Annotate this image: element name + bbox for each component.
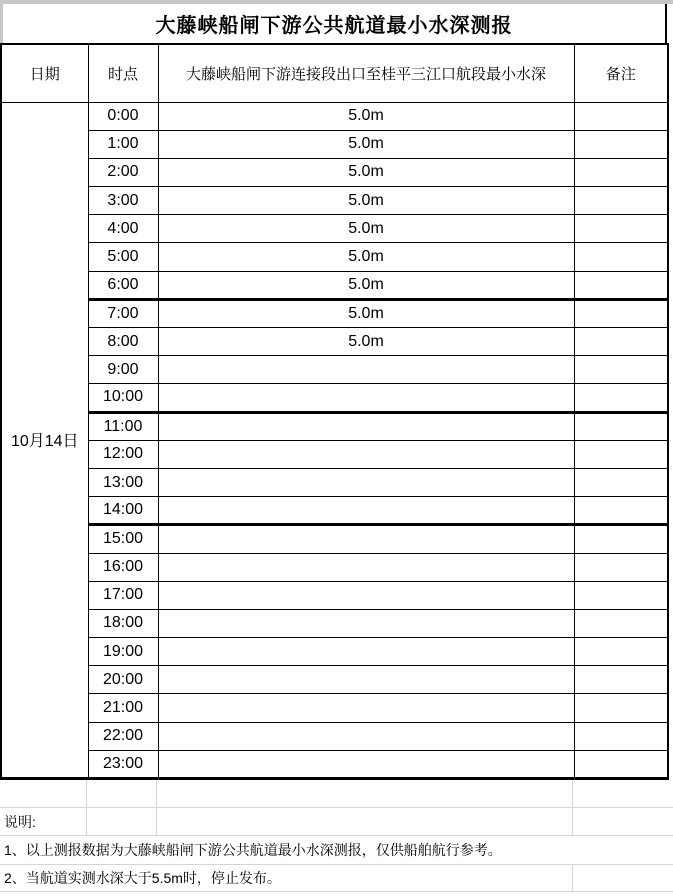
table-row — [1, 609, 668, 637]
empty-cell — [573, 808, 673, 835]
table-row — [1, 130, 668, 158]
empty-cell — [573, 780, 673, 807]
header-row — [1, 44, 668, 102]
table-body — [1, 102, 668, 779]
table-row — [1, 553, 668, 581]
depth-cell — [158, 581, 574, 609]
table-row — [1, 694, 668, 722]
empty-cell — [157, 780, 573, 807]
remark-cell — [574, 581, 668, 609]
time-cell: 6:00 — [88, 271, 158, 299]
report-title: 大藤峡船闸下游公共航道最小水深测报 — [0, 4, 667, 43]
depth-cell — [158, 356, 574, 384]
depth-cell — [158, 750, 574, 778]
empty-cell — [87, 780, 157, 807]
table-row — [1, 525, 668, 553]
time-cell: 5:00 — [88, 243, 158, 271]
depth-report-table — [0, 43, 669, 780]
table-row — [1, 666, 668, 694]
table-row — [1, 243, 668, 271]
time-cell: 9:00 — [88, 356, 158, 384]
empty-cell — [573, 865, 673, 891]
remark-cell — [574, 102, 668, 130]
table-row — [1, 271, 668, 299]
time-cell: 1:00 — [88, 130, 158, 158]
depth-cell: 5.0m — [158, 102, 574, 130]
time-cell: 0:00 — [88, 102, 158, 130]
time-cell: 20:00 — [88, 666, 158, 694]
depth-cell — [158, 638, 574, 666]
time-cell: 12:00 — [88, 440, 158, 468]
table-row — [1, 412, 668, 440]
remark-cell — [574, 271, 668, 299]
note-item-2: 2、当航道实测水深大于5.5m时，停止发布。 — [4, 870, 281, 886]
empty-cell — [87, 808, 157, 835]
depth-cell: 5.0m — [158, 243, 574, 271]
depth-cell: 5.0m — [158, 187, 574, 215]
depth-cell — [158, 609, 574, 637]
remark-cell — [574, 468, 668, 496]
notes-label-cell — [0, 808, 87, 835]
table-row — [1, 102, 668, 130]
time-cell: 10:00 — [88, 384, 158, 412]
time-cell: 7:00 — [88, 299, 158, 327]
date-cell: 10月14日 — [1, 102, 88, 779]
remark-cell — [574, 525, 668, 553]
remark-cell — [574, 243, 668, 271]
remark-cell — [574, 694, 668, 722]
note-item-1: 1、以上测报数据为大藤峡船闸下游公共航道最小水深测报，仅供船舶航行参考。 — [4, 842, 502, 858]
table-row — [1, 581, 668, 609]
remark-cell — [574, 666, 668, 694]
time-cell: 22:00 — [88, 722, 158, 750]
time-cell: 8:00 — [88, 328, 158, 356]
depth-cell: 5.0m — [158, 299, 574, 327]
table-row — [1, 299, 668, 327]
time-cell: 13:00 — [88, 468, 158, 496]
depth-cell — [158, 497, 574, 525]
remark-cell — [574, 412, 668, 440]
remark-cell — [574, 130, 668, 158]
remark-cell — [574, 553, 668, 581]
depth-cell: 5.0m — [158, 271, 574, 299]
time-cell: 21:00 — [88, 694, 158, 722]
depth-cell — [158, 722, 574, 750]
note-row-2 — [0, 865, 673, 892]
remark-cell — [574, 299, 668, 327]
time-cell: 2:00 — [88, 158, 158, 186]
header-depth: 大藤峡船闸下游连接段出口至桂平三江口航段最小水深 — [158, 44, 574, 102]
empty-row — [0, 780, 673, 808]
depth-cell — [158, 468, 574, 496]
remark-cell — [574, 609, 668, 637]
remark-cell — [574, 158, 668, 186]
remark-cell — [574, 187, 668, 215]
notes-section — [0, 780, 673, 892]
time-cell: 4:00 — [88, 215, 158, 243]
table-row — [1, 722, 668, 750]
depth-cell: 5.0m — [158, 130, 574, 158]
remark-cell — [574, 722, 668, 750]
table-row — [1, 497, 668, 525]
depth-cell — [158, 412, 574, 440]
time-cell: 18:00 — [88, 609, 158, 637]
empty-cell — [157, 808, 573, 835]
table-row — [1, 215, 668, 243]
header-remark: 备注 — [574, 44, 668, 102]
notes-label-row — [0, 808, 673, 836]
depth-cell — [158, 694, 574, 722]
table-row — [1, 384, 668, 412]
depth-cell — [158, 525, 574, 553]
table-row — [1, 750, 668, 778]
empty-cell — [0, 780, 87, 807]
remark-cell — [574, 328, 668, 356]
depth-cell: 5.0m — [158, 215, 574, 243]
notes-label: 说明: — [4, 813, 36, 830]
depth-cell — [158, 440, 574, 468]
header-time: 时点 — [88, 44, 158, 102]
depth-cell: 5.0m — [158, 158, 574, 186]
table-row — [1, 356, 668, 384]
table-header — [1, 44, 668, 102]
time-cell: 16:00 — [88, 553, 158, 581]
depth-cell — [158, 553, 574, 581]
table-row — [1, 187, 668, 215]
header-date: 日期 — [1, 44, 88, 102]
note-row-1 — [0, 836, 673, 865]
remark-cell — [574, 215, 668, 243]
table-row — [1, 638, 668, 666]
time-cell: 17:00 — [88, 581, 158, 609]
depth-cell: 5.0m — [158, 328, 574, 356]
time-cell: 19:00 — [88, 638, 158, 666]
depth-cell — [158, 384, 574, 412]
table-row — [1, 328, 668, 356]
time-cell: 3:00 — [88, 187, 158, 215]
time-cell: 23:00 — [88, 750, 158, 778]
remark-cell — [574, 440, 668, 468]
remark-cell — [574, 384, 668, 412]
remark-cell — [574, 356, 668, 384]
remark-cell — [574, 497, 668, 525]
time-cell: 14:00 — [88, 497, 158, 525]
time-cell: 15:00 — [88, 525, 158, 553]
table-row — [1, 158, 668, 186]
table-row — [1, 468, 668, 496]
time-cell: 11:00 — [88, 412, 158, 440]
remark-cell — [574, 638, 668, 666]
table-row — [1, 440, 668, 468]
remark-cell — [574, 750, 668, 778]
depth-cell — [158, 666, 574, 694]
